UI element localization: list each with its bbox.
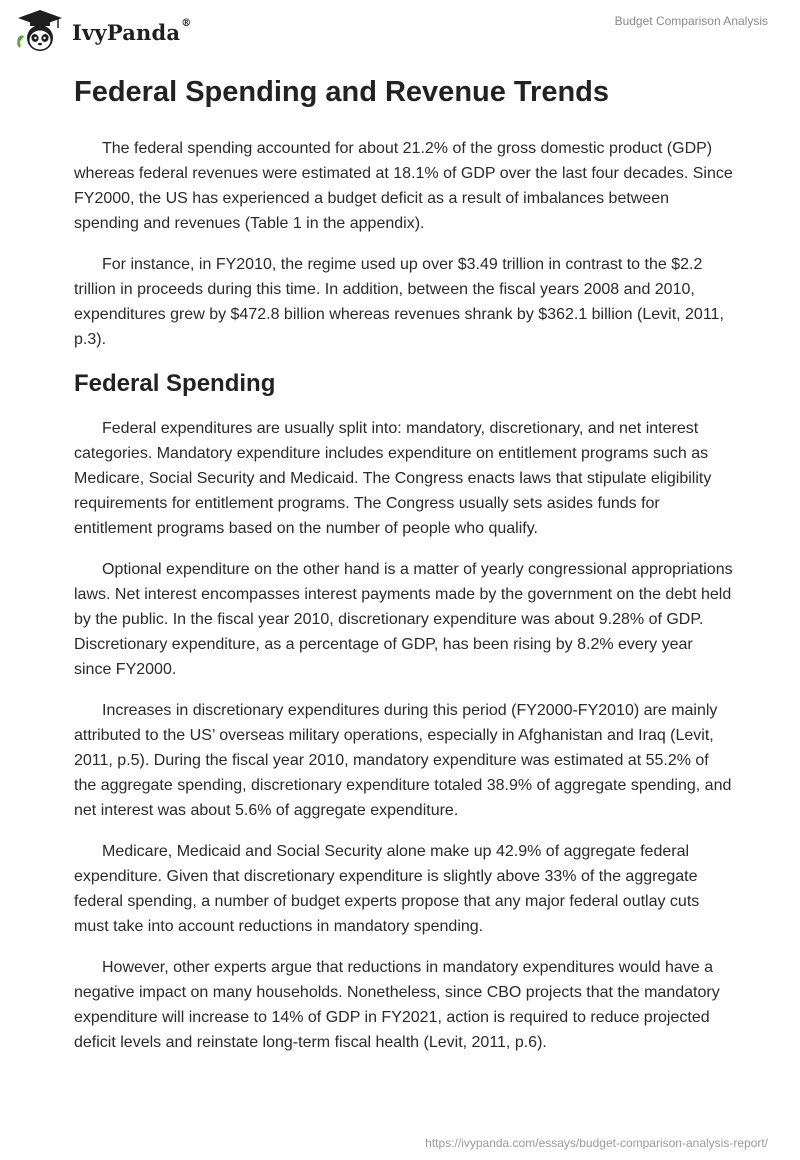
section-paragraph: Medicare, Medicaid and Social Security alone make up 42.9% of aggregate federal expenditure. Given that discretionary expenditure is slightly above 33% of the aggregate federal spending, a number of budget experts propose that any major federal outlay cuts must take into account reductions in mandatory spending.: [74, 843, 700, 935]
section-paragraph: However, other experts argue that reductions in mandatory expenditures would have a negative impact on many households. Nonetheless, since CBO projects that the mandatory expenditure will increase to 14% of GDP in FY2021, action is required to reduce projected deficit levels and reinstate long-term fiscal health (Levit, 2011, p.6).: [74, 959, 720, 1051]
section-paragraph: Federal expenditures are usually split into: mandatory, discretionary, and net interest categories. Mandatory expenditure includes expenditure on entitlement programs such as Medicare, Social Security and Medicaid. The Congress enacts laws that stipulate eligibility requirements for entitlement programs. The Congress usually sets asides funds for entitlement programs based on the number of people who qualify.: [74, 420, 712, 537]
page-title: Federal Spending and Revenue Trends: [74, 76, 610, 108]
source-url-link[interactable]: https://ivypanda.com/essays/budget-comparison-analysis-report/: [425, 1136, 768, 1150]
page-header: [0, 0, 800, 60]
brand-name: IvyPanda®: [72, 17, 192, 45]
intro-paragraph: For instance, in FY2010, the regime used up over $3.49 trillion in contrast to the $2.2 trillion in proceeds during this time. In addition, between the fiscal years 2008 and 2010, expenditures grew by $472.8 billion whereas revenues shrank by $362.1 billion (Levit, 2011, p.3).: [74, 256, 724, 348]
section-heading: Federal Spending: [74, 370, 276, 397]
article-body: [74, 70, 734, 1071]
intro-paragraph: The federal spending accounted for about 21.2% of the gross domestic product (GDP) whereas federal revenues were estimated at 18.1% of GDP over the last four decades. Since FY2000, the US has experienced a budget deficit as a result of imbalances between spending and revenues (Table 1 in the appendix).: [74, 140, 733, 232]
document-label: Budget Comparison Analysis: [614, 14, 768, 28]
section-paragraph: Increases in discretionary expenditures during this period (FY2000-FY2010) are mainly attributed to the US’ overseas military operations, especially in Afghanistan and Iraq (Levit, 2011, p.5). During the fiscal year 2010, mandatory expenditure was estimated at 55.2% of the aggregate spending, discretionary expenditure totaled 38.9% of aggregate spending, and net interest was about 5.6% of aggregate expenditure.: [74, 702, 732, 819]
section-paragraph: Optional expenditure on the other hand is a matter of yearly congressional appropriations laws. Net interest encompasses interest payments made by the government on the debt held by the public. In the fiscal year 2010, discretionary expenditure was about 9.28% of GDP. Discretionary expenditure, as a percentage of GDP, has been rising by 8.2% every year since FY2000.: [74, 561, 733, 678]
panda-graduate-icon: [14, 8, 66, 54]
brand-logo[interactable]: [14, 8, 191, 54]
